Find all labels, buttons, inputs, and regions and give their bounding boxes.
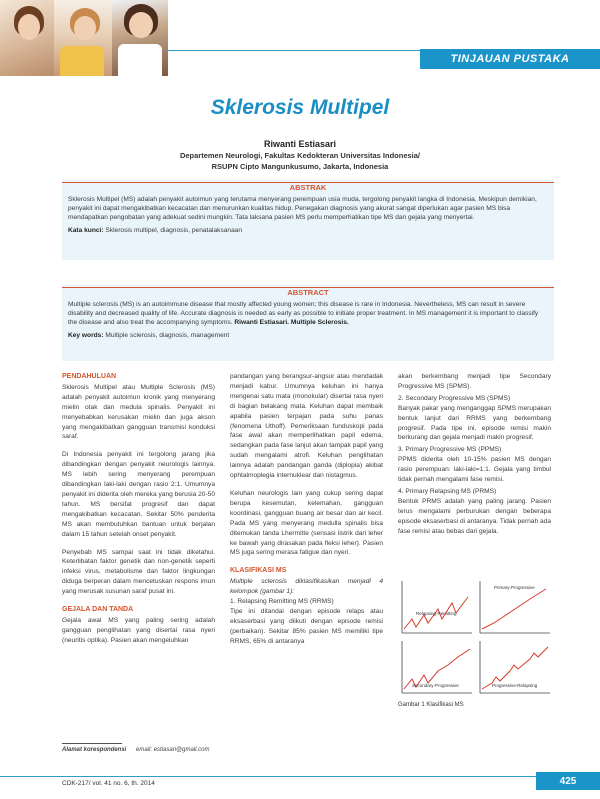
figure-caption: Gambar 1 Klasifikasi MS bbox=[398, 702, 464, 708]
paragraph: Penyebab MS sampai saat ini tidak diketahui. Keterlibatan faktor genetik dan non-genetik seperti infeksi virus, metabolisme dan faktor lingkungan diduga berperan dalam mencetuskan respons imun yang merusak susunan saraf pusat ini. bbox=[62, 548, 215, 596]
abstrak-keywords: Kata kunci: Sklerosis multipel, diagnosis, penatalaksanaan bbox=[68, 226, 243, 234]
list-item: 1. Relapsing Remitting MS (RRMS) bbox=[230, 598, 334, 606]
affiliation-line-1: Departemen Neurologi, Fakultas Kedokteran Universitas Indonesia/ bbox=[179, 151, 421, 160]
panel-label-pp: Primary-Progressive bbox=[494, 585, 535, 590]
paragraph: Sklerosis Multipel atau Multiple Sclerosis (MS) adalah penyakit autoimun kronik yang menyerang mielin otak dan medula spinalis. Penyakit ini menyebabkan kerusakan mielin dan juga akson yang mengakibatkan gangguan transmisi konduksi saraf. bbox=[62, 383, 215, 441]
abstrak-heading: ABSTRAK bbox=[289, 183, 327, 192]
section-heading-klasifikasi: KLASIFIKASI MS bbox=[230, 567, 287, 575]
footnote-label: Alamat korespondensi bbox=[62, 747, 127, 753]
body-column-1 bbox=[62, 372, 215, 654]
footer-rule bbox=[0, 776, 600, 777]
section-tab: TINJAUAN PUSTAKA bbox=[420, 49, 600, 69]
section-heading-gejala: GEJALA DAN TANDA bbox=[62, 606, 134, 614]
paragraph: Gejala awal MS yang paling sering adalah gangguan penglihatan yang disertai rasa nyeri (neuritis optika). Pasien akan mengeluhkan bbox=[62, 616, 215, 644]
footnote-email: email: estiasari@gmail.com bbox=[136, 747, 210, 753]
abstrak-box bbox=[62, 180, 554, 260]
list-item: 2. Secondary Progressive MS (SPMS) bbox=[398, 394, 511, 402]
paragraph: akan berkembang menjadi tipe Secondary Progressive MS (SPMS). bbox=[398, 373, 551, 390]
panel-label-pr: Progressive-Relapsing bbox=[492, 683, 538, 688]
header-photo bbox=[0, 0, 168, 76]
paragraph: pandangan yang berangsur-angsur atau mendadak menjadi kabur. Umumnya keluhan ini hanya mengenai satu mata (monokular) disertai rasa nyeri di bagian belakang mata. Keluhan dapat membaik apabila pasien terpajan pada suhu panas (fenomena Uthoff). Pemeriksaan funduskopi pada fase awal akan memperlihatkan papil edema, sedangkan pada fase lanjut akan tampak papil yang sudah mengalami atrofi. Keluhan penglihatan lainnya adalah pandangan ganda (diplopia) akibat ophtalmoplegia internuklear dan nistagmus. bbox=[230, 373, 383, 480]
paragraph: PPMS diderita oleh 10-15% pasien MS dengan rasio perempuan: laki-laki=1:1. Gejala yang timbul tidak pernah mengalami fase remisi. bbox=[398, 456, 551, 484]
paragraph: Di Indonesia penyakit ini tergolong jarang jika dibandingkan dengan penyakit neurologis lainnya. MS lebih sering menyerang perempuan dibandingkan laki-laki dengan rasio 2:1. Umumnya penyakit ini diderita oleh mereka yang berusia 20-50 tahun. MS bersifat progresif dan dapat mengakibatkan kecacatan. Sekitar 50% penderita MS akan membutuhkan bantuan untuk berjalan dalam 15 tahun setelah onset penyakit. bbox=[62, 451, 215, 538]
abstract-box bbox=[62, 285, 554, 361]
section-heading-pendahuluan: PENDAHULUAN bbox=[62, 373, 117, 380]
panel-label-sp: Secondary-Progressive bbox=[412, 683, 459, 688]
paragraph: Multiple sclerosis diklasifikasikan menjadi 4 kelompok (gambar 1): bbox=[230, 578, 383, 596]
journal-citation: CDK-217/ vol. 41 no. 6, th. 2014 bbox=[62, 780, 155, 787]
author-name: Riwanti Estiasari bbox=[263, 139, 337, 149]
abstract-text: Multiple sclerosis (MS) is an autoimmune disease that mostly affected young women; this disease is rare in Indonesia. Nevertheless, MS can result in severe disability and decreased quality of life. Accurate diagnosis is needed as early as possible to initiate proper treatment. In MS management it is important to classify the disease and also treat the accompanying symptoms. Riwanti Estiasari. Multiple Sclerosis. bbox=[68, 301, 539, 327]
footnote bbox=[62, 747, 209, 753]
abstract-heading: ABSTRACT bbox=[287, 288, 329, 297]
figure-graphic bbox=[398, 579, 554, 699]
paragraph: Banyak pakar yang menganggap SPMS merupakan bentuk lanjut dari RRMS yang berkembang progresif. Pada tipe ini, episode remisi makin berkurang dan gejala menjadi makin progresif. bbox=[398, 404, 551, 442]
paragraph: Bentuk PRMS adalah yang paling jarang. Pasien terus mengalami perburukan dengan beberapa episode eksaserbasi di antaranya. Tidak pernah ada fase remisi atau bebas dari gejala. bbox=[398, 497, 551, 535]
list-item: 4. Primary Relapsing MS (PRMS) bbox=[398, 487, 497, 495]
paragraph: Keluhan neurologis lain yang cukup sering dapat berupa kesemutan, kelemahan, gangguan koordinasi, gangguan buang air besar dan air kecil. Pada MS yang menyerang medulla spinalis bisa ditemukan tanda Lhermitte (sensasi listrik dari leher ke bawah yang dirasakan pada fleksi leher). Pasien MS juga sering merasa fatigue dan nyeri. bbox=[230, 489, 383, 557]
paragraph: Tipe ini ditandai dengan episode relaps atau eksaserbasi yang diikuti dengan episode remisi (perbaikan). Sekitar 85% pasien MS memiliki tipe RRMS, 65% di antaranya bbox=[230, 607, 383, 645]
abstract-keywords: Key words: Multiple sclerosis, diagnosis, management bbox=[68, 331, 230, 339]
body-column-3 bbox=[398, 372, 551, 545]
article-title: Sklerosis Multipel bbox=[210, 96, 390, 119]
figure-ms-classification bbox=[398, 579, 554, 699]
footnote-rule bbox=[62, 743, 122, 744]
body-column-2 bbox=[230, 372, 383, 655]
abstrak-text: Sklerosis Multipel (MS) adalah penyakit autoimun yang terutama menyerang perempuan usia muda, tergolong penyakit langka di Indonesia. Meskipun demikian, penyakit ini dapat mengakibatkan kecacatan dan menurunkan kualitas hidup. Penegakan diagnosis yang akurat sangat diperlukan agar pasien MS bisa mendapatkan pengobatan yang adekuat sedini mungkin. Tata laksana pasien MS perlu memperhatikan tipe MS dan gejala yang menyertai. bbox=[68, 196, 537, 222]
page-number: 425 bbox=[536, 772, 600, 790]
affiliation-line-2: RSUPN Cipto Mangunkusumo, Jakarta, Indonesia bbox=[211, 162, 389, 171]
list-item: 3. Primary Progressive MS (PPMS) bbox=[398, 446, 502, 454]
panel-label-rr: Relapsing-Remitting bbox=[416, 611, 457, 616]
